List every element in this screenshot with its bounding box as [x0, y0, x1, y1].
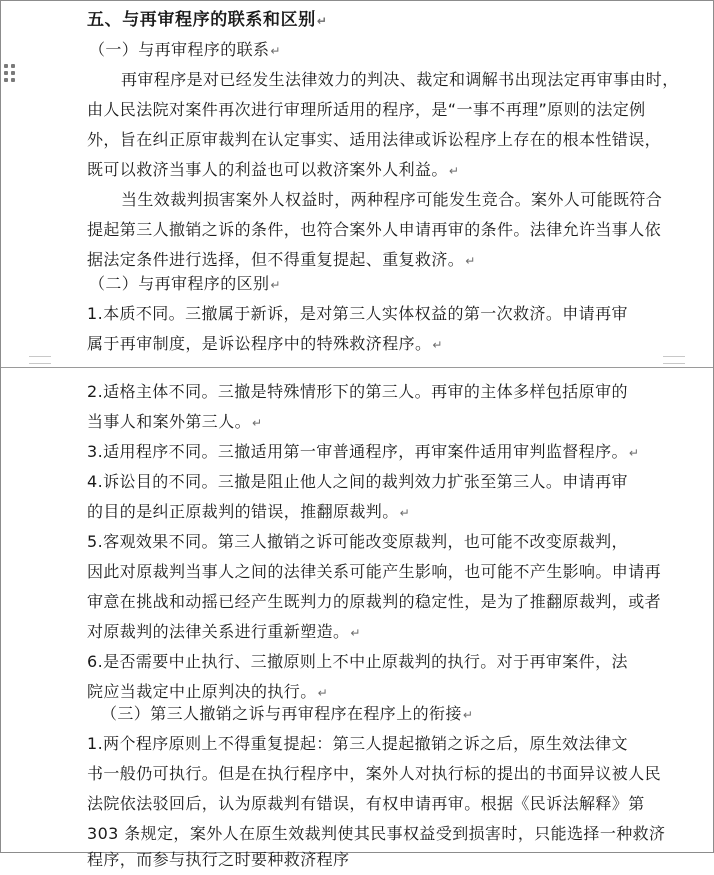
list-item: 2.适格主体不同。三撤是特殊情形下的第三人。再审的主体多样包括原审的 [87, 382, 628, 401]
paragraph-line: 由人民法院对案件再次进行审理所适用的程序，是“一事不再理”原则的法定例 [87, 100, 646, 119]
page-break [1, 363, 713, 371]
paragraph-line: 外，旨在纠正原审裁判在认定事实、适用法律或诉讼程序上存在的根本性错误， [87, 130, 662, 149]
subheading-connection: （三）第三人撤销之诉与再审程序在程序上的衔接↵ [101, 704, 474, 723]
crop-mark [29, 356, 51, 364]
list-item: 1.本质不同。三撤属于新诉，是对第三人实体权益的第一次救济。申请再审 [87, 304, 628, 323]
list-item: 3.适用程序不同。三撤适用第一审普通程序，再审案件适用审判监督程序。↵ [87, 442, 640, 461]
list-item: 法院依法驳回后，认为原裁判有错误，有权申请再审。根据《民诉法解释》第 [87, 794, 645, 813]
list-item: 院应当裁定中止原判决的执行。↵ [87, 682, 329, 701]
list-item: 的目的是纠正原裁判的错误，推翻原裁判。↵ [87, 502, 411, 521]
list-item: 因此对原裁判当事人之间的法律关系可能产生影响，也可能不产生影响。申请再 [87, 562, 662, 581]
list-item: 4.诉讼目的不同。三撤是阻止他人之间的裁判效力扩张至第三人。申请再审 [87, 472, 628, 491]
paragraph-line: 据法定条件进行选择，但不得重复提起、重复救济。↵ [87, 250, 476, 269]
list-item: 1.两个程序原则上不得重复提起：第三人提起撤销之诉之后，原生效法律文 [87, 734, 628, 753]
list-item: 审意在挑战和动摇已经产生既判力的原裁判的稳定性，是为了推翻原裁判，或者 [87, 592, 662, 611]
paragraph-line: 再审程序是对已经发生法律效力的判决、裁定和调解书出现法定再审事由时， [121, 70, 679, 89]
list-item: 5.客观效果不同。第三人撤销之诉可能改变原裁判，也可能不改变原裁判， [87, 532, 628, 551]
drag-handle-icon[interactable] [4, 64, 16, 82]
list-item: 6.是否需要中止执行、三撤原则上不中止原裁判的执行。对于再审案件，法 [87, 652, 628, 671]
paragraph-line: 既可以救济当事人的利益也可以救济案外人利益。↵ [87, 160, 460, 179]
list-item: 当事人和案外第三人。↵ [87, 412, 263, 431]
paragraph-line: 提起第三人撤销之诉的条件，也符合案外人申请再审的条件。法律允许当事人依 [87, 220, 662, 239]
section-heading: 五、与再审程序的联系和区别↵ [87, 10, 328, 30]
paragraph-line: 当生效裁判损害案外人权益时，两种程序可能发生竞合。案外人可能既符合 [121, 190, 663, 209]
list-item: 对原裁判的法律关系进行重新塑造。↵ [87, 622, 361, 641]
list-item: 属于再审制度，是诉讼程序中的特殊救济程序。↵ [87, 334, 443, 353]
list-item: 书一般仍可执行。但是在执行程序中，案外人对执行标的提出的书面异议被人民 [87, 764, 662, 783]
list-item: 303 条规定，案外人在原生效裁判使其民事权益受到损害时，只能选择一种救济 [87, 824, 666, 843]
subheading-relation: （一）与再审程序的联系↵ [89, 40, 281, 59]
page-1 [1, 1, 713, 363]
list-item: 程序，而参与执行之时要种救济程序 [87, 850, 350, 869]
page-2 [1, 371, 713, 869]
subheading-difference: （二）与再审程序的区别↵ [89, 274, 281, 293]
crop-mark [663, 356, 685, 364]
